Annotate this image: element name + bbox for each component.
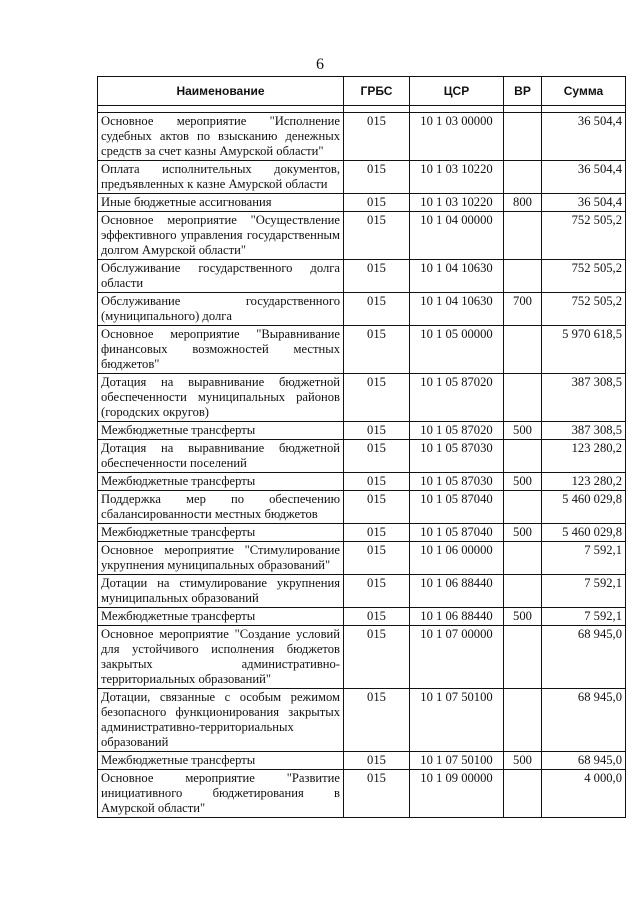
row-sum-cell: 387 308,5 bbox=[542, 422, 626, 440]
row-name-cell: Дотация на выравнивание бюджетной обеспеченности поселений bbox=[98, 440, 344, 473]
table-row bbox=[98, 326, 626, 374]
table-row bbox=[98, 113, 626, 161]
table-header-row bbox=[98, 77, 626, 106]
row-sum-cell: 123 280,2 bbox=[542, 440, 626, 473]
table-row bbox=[98, 626, 626, 689]
table-row bbox=[98, 422, 626, 440]
row-csr-cell: 10 1 05 87030 bbox=[410, 473, 504, 491]
row-vr-cell: 500 bbox=[504, 608, 542, 626]
row-sum-cell: 36 504,4 bbox=[542, 194, 626, 212]
row-vr-cell: 500 bbox=[504, 752, 542, 770]
table-row bbox=[98, 752, 626, 770]
row-name-cell: Обслуживание государственного (муниципального) долга bbox=[98, 293, 344, 326]
row-vr-cell bbox=[504, 542, 542, 575]
row-grbs-cell: 015 bbox=[344, 542, 410, 575]
row-vr-cell bbox=[504, 326, 542, 374]
row-name-cell: Основное мероприятие "Создание условий для устойчивого исполнения бюджетов закрытых административно-территориальных образований" bbox=[98, 626, 344, 689]
header-csr: ЦСР bbox=[410, 77, 504, 106]
row-csr-cell: 10 1 07 00000 bbox=[410, 626, 504, 689]
row-sum-cell: 7 592,1 bbox=[542, 608, 626, 626]
row-name-cell: Межбюджетные трансферты bbox=[98, 752, 344, 770]
row-csr-cell: 10 1 03 00000 bbox=[410, 113, 504, 161]
row-name-cell: Основное мероприятие "Развитие инициативного бюджетирования в Амурской области" bbox=[98, 770, 344, 818]
row-grbs-cell: 015 bbox=[344, 161, 410, 194]
row-name-cell: Основное мероприятие "Выравнивание финансовых возможностей местных бюджетов" bbox=[98, 326, 344, 374]
row-grbs-cell: 015 bbox=[344, 473, 410, 491]
row-vr-cell bbox=[504, 374, 542, 422]
row-sum-cell: 36 504,4 bbox=[542, 161, 626, 194]
row-grbs-cell: 015 bbox=[344, 326, 410, 374]
row-vr-cell bbox=[504, 689, 542, 752]
row-vr-cell bbox=[504, 212, 542, 260]
row-sum-cell: 68 945,0 bbox=[542, 752, 626, 770]
row-name-cell: Поддержка мер по обеспечению сбалансированности местных бюджетов bbox=[98, 491, 344, 524]
row-grbs-cell: 015 bbox=[344, 689, 410, 752]
row-vr-cell: 500 bbox=[504, 422, 542, 440]
row-csr-cell: 10 1 04 10630 bbox=[410, 260, 504, 293]
row-sum-cell: 5 460 029,8 bbox=[542, 524, 626, 542]
row-csr-cell: 10 1 05 87040 bbox=[410, 524, 504, 542]
table-row bbox=[98, 260, 626, 293]
row-sum-cell: 5 460 029,8 bbox=[542, 491, 626, 524]
row-csr-cell: 10 1 06 88440 bbox=[410, 575, 504, 608]
row-name-cell: Дотации, связанные с особым режимом безопасного функционирования закрытых административно-территориальных образований bbox=[98, 689, 344, 752]
row-csr-cell: 10 1 03 10220 bbox=[410, 161, 504, 194]
row-csr-cell: 10 1 05 00000 bbox=[410, 326, 504, 374]
row-grbs-cell: 015 bbox=[344, 491, 410, 524]
row-grbs-cell: 015 bbox=[344, 194, 410, 212]
row-sum-cell: 5 970 618,5 bbox=[542, 326, 626, 374]
row-name-cell: Обслуживание государственного долга области bbox=[98, 260, 344, 293]
row-sum-cell: 7 592,1 bbox=[542, 575, 626, 608]
row-csr-cell: 10 1 06 88440 bbox=[410, 608, 504, 626]
row-vr-cell: 500 bbox=[504, 473, 542, 491]
row-name-cell: Оплата исполнительных документов, предъявленных к казне Амурской области bbox=[98, 161, 344, 194]
row-csr-cell: 10 1 04 10630 bbox=[410, 293, 504, 326]
table-row bbox=[98, 770, 626, 818]
row-name-cell: Основное мероприятие "Исполнение судебных актов по взысканию денежных средств за счет казны Амурской области" bbox=[98, 113, 344, 161]
row-vr-cell bbox=[504, 260, 542, 293]
row-csr-cell: 10 1 05 87020 bbox=[410, 422, 504, 440]
row-csr-cell: 10 1 05 87040 bbox=[410, 491, 504, 524]
row-sum-cell: 752 505,2 bbox=[542, 212, 626, 260]
row-name-cell: Основное мероприятие "Осуществление эффективного управления государственным долгом Амурской области" bbox=[98, 212, 344, 260]
row-grbs-cell: 015 bbox=[344, 422, 410, 440]
row-sum-cell: 68 945,0 bbox=[542, 689, 626, 752]
row-csr-cell: 10 1 07 50100 bbox=[410, 752, 504, 770]
table-row bbox=[98, 491, 626, 524]
row-sum-cell: 36 504,4 bbox=[542, 113, 626, 161]
header-grbs: ГРБС bbox=[344, 77, 410, 106]
row-grbs-cell: 015 bbox=[344, 212, 410, 260]
row-grbs-cell: 015 bbox=[344, 770, 410, 818]
header-name: Наименование bbox=[98, 77, 344, 106]
row-name-cell: Межбюджетные трансферты bbox=[98, 608, 344, 626]
row-grbs-cell: 015 bbox=[344, 575, 410, 608]
table-row bbox=[98, 575, 626, 608]
row-csr-cell: 10 1 05 87020 bbox=[410, 374, 504, 422]
table-row bbox=[98, 161, 626, 194]
row-vr-cell: 500 bbox=[504, 524, 542, 542]
row-grbs-cell: 015 bbox=[344, 626, 410, 689]
table-row bbox=[98, 689, 626, 752]
row-grbs-cell: 015 bbox=[344, 374, 410, 422]
row-vr-cell bbox=[504, 626, 542, 689]
table-row bbox=[98, 440, 626, 473]
table-row bbox=[98, 542, 626, 575]
table-row bbox=[98, 524, 626, 542]
header-vr: ВР bbox=[504, 77, 542, 106]
row-vr-cell: 700 bbox=[504, 293, 542, 326]
row-name-cell: Межбюджетные трансферты bbox=[98, 422, 344, 440]
row-vr-cell bbox=[504, 113, 542, 161]
row-sum-cell: 123 280,2 bbox=[542, 473, 626, 491]
row-sum-cell: 68 945,0 bbox=[542, 626, 626, 689]
row-sum-cell: 387 308,5 bbox=[542, 374, 626, 422]
table-row bbox=[98, 608, 626, 626]
row-grbs-cell: 015 bbox=[344, 524, 410, 542]
row-vr-cell: 800 bbox=[504, 194, 542, 212]
row-name-cell: Дотации на стимулирование укрупнения муниципальных образований bbox=[98, 575, 344, 608]
row-name-cell: Основное мероприятие "Стимулирование укрупнения муниципальных образований" bbox=[98, 542, 344, 575]
row-name-cell: Дотация на выравнивание бюджетной обеспеченности муниципальных районов (городских округов) bbox=[98, 374, 344, 422]
row-vr-cell bbox=[504, 770, 542, 818]
row-grbs-cell: 015 bbox=[344, 608, 410, 626]
row-sum-cell: 7 592,1 bbox=[542, 542, 626, 575]
row-grbs-cell: 015 bbox=[344, 113, 410, 161]
table-row bbox=[98, 473, 626, 491]
row-grbs-cell: 015 bbox=[344, 293, 410, 326]
row-sum-cell: 752 505,2 bbox=[542, 260, 626, 293]
header-spacer-row bbox=[98, 106, 626, 113]
row-vr-cell bbox=[504, 161, 542, 194]
header-sum: Сумма bbox=[542, 77, 626, 106]
row-csr-cell: 10 1 06 00000 bbox=[410, 542, 504, 575]
row-csr-cell: 10 1 07 50100 bbox=[410, 689, 504, 752]
budget-table bbox=[97, 76, 626, 818]
row-name-cell: Межбюджетные трансферты bbox=[98, 524, 344, 542]
row-csr-cell: 10 1 04 00000 bbox=[410, 212, 504, 260]
row-csr-cell: 10 1 05 87030 bbox=[410, 440, 504, 473]
row-vr-cell bbox=[504, 440, 542, 473]
table-row bbox=[98, 293, 626, 326]
table-row bbox=[98, 212, 626, 260]
row-vr-cell bbox=[504, 491, 542, 524]
row-grbs-cell: 015 bbox=[344, 440, 410, 473]
row-grbs-cell: 015 bbox=[344, 752, 410, 770]
row-sum-cell: 752 505,2 bbox=[542, 293, 626, 326]
row-vr-cell bbox=[504, 575, 542, 608]
row-csr-cell: 10 1 09 00000 bbox=[410, 770, 504, 818]
table-row bbox=[98, 374, 626, 422]
row-name-cell: Межбюджетные трансферты bbox=[98, 473, 344, 491]
table-row bbox=[98, 194, 626, 212]
row-name-cell: Иные бюджетные ассигнования bbox=[98, 194, 344, 212]
row-sum-cell: 4 000,0 bbox=[542, 770, 626, 818]
row-csr-cell: 10 1 03 10220 bbox=[410, 194, 504, 212]
row-grbs-cell: 015 bbox=[344, 260, 410, 293]
page-number: 6 bbox=[316, 56, 324, 73]
